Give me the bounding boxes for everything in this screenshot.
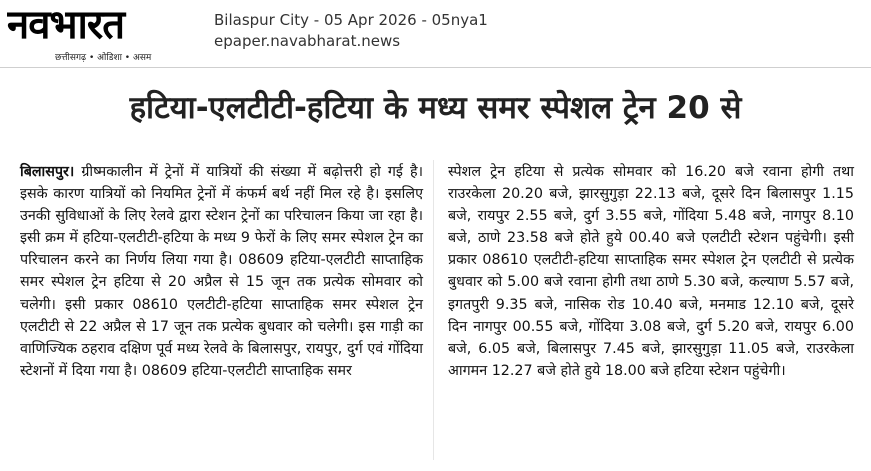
article-column-1 [20, 161, 423, 382]
column-2-text: स्पेशल ट्रेन हटिया से प्रत्येक सोमवार को 16.20 बजे रवाना होगी तथा राउरकेला 20.20 बजे, झारसुगुड़ा 22.13 बजे, दूसरे दिन बिलासपुर 1.15 बजे, रायपुर 2.55 बजे, दुर्ग 3.55 बजे, गोंदिया 5.48 बजे, नागपुर 8.10 बजे, ठाणे 23.58 बजे होते हुये 00.40 बजे एलटीटी स्टेशन पहुंचेगी। इसी प्रकार 08610 एलटीटी-हटिया साप्ताहिक समर स्पेशल ट्रेन एलटीटी से प्रत्येक बुधवार को 5.00 बजे रवाना होगी तथा ठाणे 5.30 बजे, कल्याण 5.57 बजे, इगतपुरी 9.35 बजे, नासिक रोड 10.40 बजे, मनमाड 12.10 बजे, दूसरे दिन नागपुर 00.55 बजे, गोंदिया 3.08 बजे, दुर्ग 5.20 बजे, रायपुर 6.00 बजे, 6.05 बजे, बिलासपुर 7.45 बजे, झारसुगुड़ा 11.05 बजे, राउरकेला आगमन 12.27 बजे होते हुये 18.00 बजे हटिया स्टेशन पहुंचेगी। [448, 164, 854, 379]
edition-info [214, 10, 488, 52]
masthead [0, 0, 871, 62]
newspaper-logo[interactable]: नवभारत [7, 2, 125, 48]
article-column-2 [448, 161, 854, 382]
dateline: बिलासपुर। [20, 164, 75, 180]
logo-tagline: छत्तीसगढ़ • ओडिशा • असम [55, 53, 152, 63]
edition-label: Bilaspur City - 05 Apr 2026 - 05nya1 [214, 11, 488, 29]
column-1-text: ग्रीष्मकालीन में ट्रेनों में यात्रियों की संख्या में बढ़ोत्तरी हो गई है। इसके कारण यात्रियों को नियमित ट्रेनों में कंफर्म बर्थ नहीं मिल रहे है। इसलिए उनकी सुविधाओं के लिए रेलवे द्वारा स्टेशन ट्रेनों का परिचालन किया जा रहा है। इसी क्रम में हटिया-एलटीटी-हटिया के मध्य 9 फेरों के लिए समर स्पेशल ट्रेन का परिचालन करने का निर्णय लिया गया है। 08609 हटिया-एलटीटी साप्ताहिक समर स्पेशल ट्रेन हटिया से 20 अप्रैल से 15 जून तक प्रत्येक सोमवार को चलेगी। इसी प्रकार 08610 एलटीटी-हटिया साप्ताहिक समर स्पेशल ट्रेन एलटीटी से 22 अप्रैल से 17 जून तक प्रत्येक बुधवार को चलेगी। इस गाड़ी का वाणिज्यिक ठहराव दक्षिण पूर्व मध्य रेलवे के बिलासपुर, रायपुर, दुर्ग एवं गोंदिया स्टेशनों में दिया गया है। 08609 हटिया-एलटीटी साप्ताहिक समर [20, 164, 423, 379]
header-divider [0, 67, 871, 68]
article-headline: हटिया-एलटीटी-हटिया के मध्य समर स्पेशल ट्रेन 20 से [129, 90, 742, 126]
column-rule [433, 160, 434, 460]
site-url[interactable]: epaper.navabharat.news [214, 32, 401, 50]
